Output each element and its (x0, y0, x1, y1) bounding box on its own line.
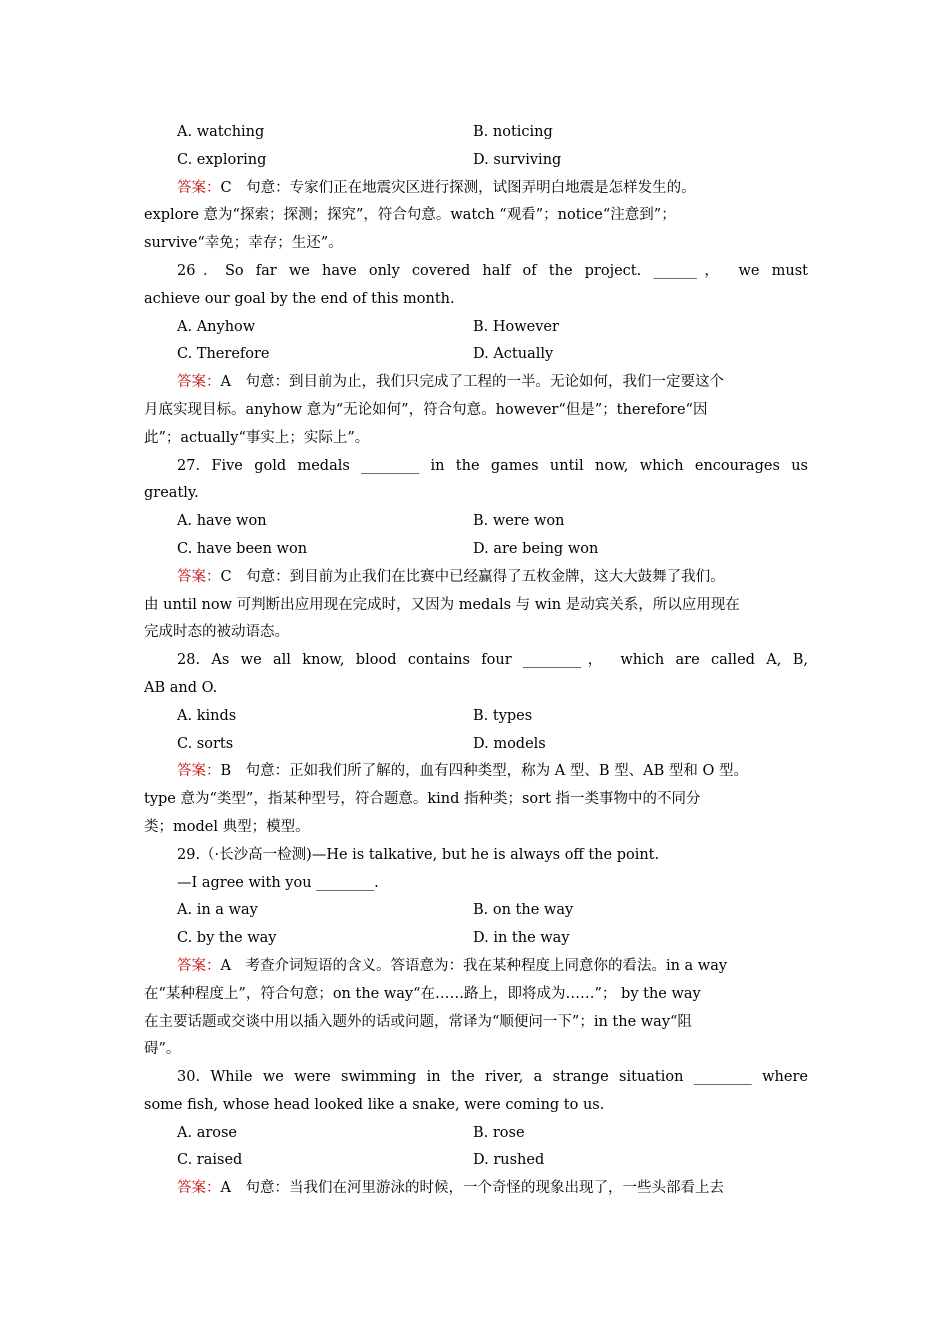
option: C. sorts (177, 735, 234, 752)
answer-line: 由 until now 可判断出应用现在完成时，又因为 medals 与 win 是动宾关系，所以应用现在 (144, 596, 740, 613)
question-stem: greatly. (144, 485, 199, 502)
answer-text: B 句意：正如我们所了解的，血有四种类型，称为 A 型、B 型、AB 型和 O 型。 (220, 763, 748, 780)
answer-line (144, 758, 808, 786)
option: D. in the way (473, 930, 570, 947)
answer-text: A 句意：当我们在河里游泳的时候，一个奇怪的现象出现了，一些头部看上去 (220, 1180, 724, 1197)
options-row (144, 314, 808, 342)
option: D. surviving (473, 151, 562, 168)
options-row (144, 341, 808, 369)
options-row (144, 897, 808, 925)
answer-label: 答案： (177, 179, 221, 196)
options-row (144, 1120, 808, 1148)
answer-label: 答案： (177, 957, 221, 974)
option: C. raised (177, 1152, 243, 1169)
answer-text: C 句意：到目前为止我们在比赛中已经赢得了五枚金牌，这大大鼓舞了我们。 (220, 568, 725, 585)
option: B. on the way (473, 902, 574, 919)
question-stem: 29.（·长沙高一检测)—He is talkative, but he is always off the point. (177, 846, 660, 863)
question-stem: some fish, whose head looked like a snake, were coming to us. (144, 1096, 605, 1113)
answer-line: 月底实现目标。anyhow 意为“无论如何”，符合句意。however“但是”；therefore“因 (144, 401, 708, 418)
option: B. rose (473, 1124, 525, 1141)
answer-text: C 句意：专家们正在地震灾区进行探测，试图弄明白地震是怎样发生的。 (220, 179, 696, 196)
answer-line: 在主要话题或交谈中用以插入题外的话或问题，常译为“顺便问一下”；in the way“阻 (144, 1013, 692, 1030)
answer-line: 此”；actually“事实上；实际上”。 (144, 429, 370, 446)
options-row (144, 119, 808, 147)
option: C. Therefore (177, 346, 270, 363)
answer-label: 答案： (177, 568, 221, 585)
answer-line (144, 175, 808, 203)
option: D. Actually (473, 346, 554, 363)
options-row (144, 1147, 808, 1175)
question-stem: 30. While we were swimming in the river, a strange situation ________ where (177, 1069, 808, 1086)
option: C. have been won (177, 540, 308, 557)
options-row (144, 925, 808, 953)
options-row (144, 147, 808, 175)
options-row (144, 536, 808, 564)
option: D. are being won (473, 540, 599, 557)
answer-line: survive“幸免；幸存；生还”。 (144, 235, 343, 252)
answer-line: 类；model 典型；模型。 (144, 818, 310, 835)
answer-text: A 句意：到目前为止，我们只完成了工程的一半。无论如何，我们一定要这个 (220, 374, 724, 391)
options-row (144, 703, 808, 731)
question-stem: achieve our goal by the end of this month. (144, 290, 455, 307)
answer-line (144, 369, 808, 397)
answer-label: 答案： (177, 1180, 221, 1197)
option: A. have won (177, 513, 267, 530)
option: B. types (473, 707, 533, 724)
options-row (144, 731, 808, 759)
answer-line (144, 1175, 808, 1203)
document-page (144, 119, 808, 1203)
question-stem: 28. As we all know, blood contains four ________， which are called A, B, (177, 652, 808, 669)
answer-line: 完成时态的被动语态。 (144, 624, 289, 641)
option: D. rushed (473, 1152, 545, 1169)
question-stem: —I agree with you ________. (177, 874, 379, 891)
option: B. However (473, 318, 559, 335)
option: A. kinds (177, 707, 237, 724)
question-stem: AB and O. (144, 679, 218, 696)
option: B. noticing (473, 124, 553, 140)
option: A. arose (177, 1124, 238, 1141)
option: A. in a way (177, 902, 258, 919)
option: A. watching (177, 124, 265, 140)
answer-label: 答案： (177, 763, 221, 780)
option: A. Anyhow (177, 318, 256, 335)
question-stem: 26．So far we have only covered half of the project. ______， we must (177, 262, 808, 279)
answer-label: 答案： (177, 374, 221, 391)
option: C. by the way (177, 930, 277, 947)
option: C. exploring (177, 151, 267, 168)
option: D. models (473, 735, 546, 752)
option: B. were won (473, 513, 565, 530)
answer-text: A 考查介词短语的含义。答语意为：我在某种程度上同意你的看法。in a way (220, 957, 728, 974)
answer-line: type 意为“类型”，指某种型号，符合题意。kind 指种类；sort 指一类事物中的不同分 (144, 791, 701, 808)
answer-line: 在“某种程度上”，符合句意；on the way“在……路上，即将成为……”； by the way (144, 985, 701, 1002)
answer-line: explore 意为“探索；探测；探究”，符合句意。watch “观看”；notice“注意到”； (144, 207, 676, 224)
options-row (144, 508, 808, 536)
answer-line (144, 564, 808, 592)
answer-line: 碍”。 (144, 1041, 181, 1058)
question-stem: 27. Five gold medals ________ in the games until now, which encourages us (177, 457, 808, 474)
answer-line (144, 953, 808, 981)
